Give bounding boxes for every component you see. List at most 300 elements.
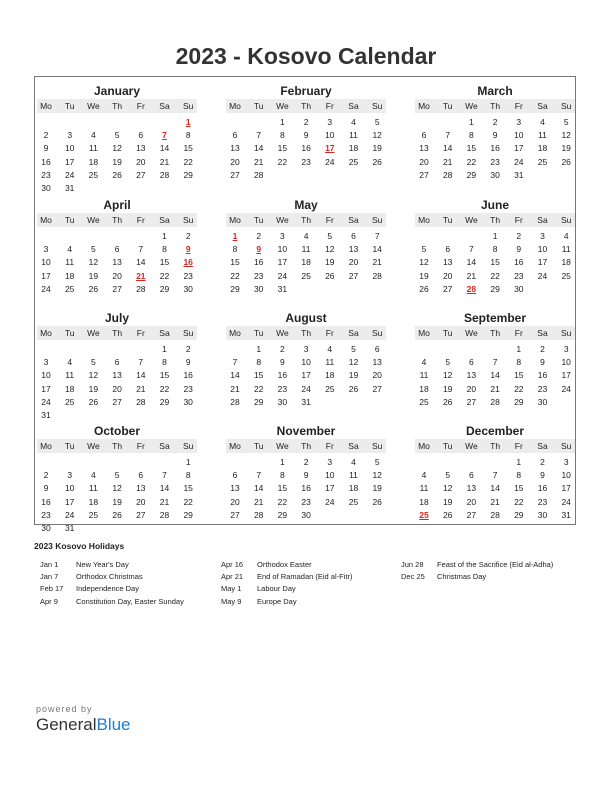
day-cell: 6 <box>374 344 380 354</box>
day-cell: 23 <box>277 383 288 394</box>
day-cell: 16 <box>41 156 51 167</box>
day-cell: 21 <box>466 270 477 281</box>
day-cell: 30 <box>301 509 311 520</box>
day-cell: 14 <box>466 257 477 268</box>
day-cell: 28 <box>136 283 146 294</box>
day-cell: 27 <box>419 169 429 180</box>
day-cell: 18 <box>301 257 311 268</box>
holiday-date: Apr 21 <box>221 572 244 582</box>
day-cell: 13 <box>348 244 359 255</box>
weekday-label: Su <box>182 328 194 338</box>
day-cell: 6 <box>421 130 427 141</box>
day-cell: 26 <box>88 396 99 407</box>
weekday-label: Sa <box>348 215 359 225</box>
weekday-label: We <box>465 441 478 451</box>
weekday-label: Th <box>301 101 312 111</box>
day-cell: 27 <box>442 283 453 294</box>
day-cell: 29 <box>490 283 500 294</box>
day-cell: 31 <box>277 283 288 294</box>
day-cell: 30 <box>514 283 524 294</box>
weekday-label: Sa <box>159 101 170 111</box>
weekday-header <box>226 326 386 340</box>
day-cell: 21 <box>159 156 170 167</box>
day-cell: 5 <box>563 117 569 127</box>
weekday-label: We <box>87 215 100 225</box>
day-cell: 3 <box>516 117 522 127</box>
day-cell: 4 <box>327 344 333 354</box>
page-title: 2023 - Kosovo Calendar <box>175 43 437 69</box>
weekday-label: Fr <box>325 215 334 225</box>
day-cell: 15 <box>253 370 264 381</box>
weekday-label: We <box>465 101 478 111</box>
holiday-day-cell: 21 <box>136 270 146 281</box>
day-cell: 23 <box>301 156 311 167</box>
weekday-header <box>37 213 197 227</box>
weekday-header <box>37 439 197 453</box>
day-cell: 7 <box>445 130 451 141</box>
day-cell: 3 <box>67 470 73 481</box>
weekday-header <box>415 326 575 340</box>
day-cell: 2 <box>540 344 545 354</box>
holiday-entry <box>40 571 184 583</box>
month-name: June <box>480 198 509 212</box>
day-cell: 20 <box>230 496 240 507</box>
day-cell: 28 <box>159 169 170 180</box>
weekday-header <box>226 99 386 113</box>
day-cell: 27 <box>112 396 122 407</box>
day-cell: 16 <box>183 370 193 381</box>
day-cell: 24 <box>561 383 571 394</box>
day-cell: 10 <box>325 470 335 481</box>
day-cell: 6 <box>232 130 238 141</box>
day-cell: 15 <box>159 257 170 268</box>
day-cell: 13 <box>419 143 429 154</box>
day-cell: 1 <box>516 344 522 354</box>
day-cell: 21 <box>159 496 170 507</box>
day-cell: 4 <box>540 117 545 127</box>
weekday-label: We <box>465 328 478 338</box>
day-cell: 12 <box>372 470 382 481</box>
day-cell: 1 <box>162 344 167 354</box>
weekday-label: Mo <box>40 101 52 111</box>
day-cell: 10 <box>64 143 75 154</box>
day-cell: 20 <box>348 257 359 268</box>
day-cell: 15 <box>183 483 193 494</box>
day-cell: 31 <box>64 183 75 193</box>
day-cell: 17 <box>561 483 571 494</box>
day-cell: 10 <box>64 483 75 494</box>
day-cell: 12 <box>442 483 453 494</box>
day-cell: 6 <box>351 231 356 241</box>
day-cell: 8 <box>162 357 167 368</box>
day-cell: 26 <box>112 169 122 180</box>
generalblue-logo <box>36 715 131 735</box>
day-cell: 24 <box>64 509 75 520</box>
day-cell: 25 <box>561 270 571 281</box>
day-cell: 28 <box>230 396 240 407</box>
day-cell: 30 <box>253 283 264 294</box>
day-cell: 29 <box>277 509 288 520</box>
day-cell: 26 <box>561 156 571 167</box>
day-cell: 27 <box>372 383 382 394</box>
day-cell: 14 <box>372 244 382 255</box>
holiday-date: Jan 1 <box>40 560 59 569</box>
weekday-label: Mo <box>229 215 241 225</box>
day-cell: 9 <box>303 470 309 481</box>
day-cell: 25 <box>419 396 429 407</box>
day-cell: 4 <box>91 470 96 481</box>
holiday-day-cell: 28 <box>466 283 477 294</box>
holidays-title: 2023 Kosovo Holidays <box>34 541 125 551</box>
day-cell: 6 <box>469 357 474 368</box>
day-cell: 24 <box>41 396 51 407</box>
day-cell: 8 <box>492 244 498 255</box>
day-cell: 8 <box>162 244 167 255</box>
day-cell: 4 <box>421 470 427 481</box>
day-cell: 4 <box>67 244 73 255</box>
day-cell: 30 <box>490 169 500 180</box>
holiday-entry <box>221 596 352 608</box>
holiday-name: Orthodox Christmas <box>76 572 143 582</box>
weekday-label: Fr <box>136 215 145 225</box>
day-cell: 29 <box>253 396 264 407</box>
month-name: February <box>280 84 332 98</box>
day-cell: 13 <box>112 257 122 268</box>
day-cell: 5 <box>114 470 120 481</box>
holiday-entry <box>221 571 352 583</box>
day-cell: 15 <box>490 257 500 268</box>
day-cell: 30 <box>537 396 548 407</box>
day-cell: 28 <box>442 169 453 180</box>
day-cell: 8 <box>469 130 474 141</box>
day-cell: 11 <box>65 370 75 381</box>
day-cell: 22 <box>159 270 170 281</box>
day-cell: 12 <box>88 370 99 381</box>
day-cell: 24 <box>41 283 51 294</box>
day-cell: 8 <box>516 470 522 481</box>
day-cell: 13 <box>466 370 477 381</box>
day-cell: 11 <box>88 483 98 494</box>
day-cell: 9 <box>43 483 49 494</box>
weekday-label: We <box>465 215 478 225</box>
holiday-column <box>401 559 553 583</box>
holiday-day-cell: 16 <box>183 257 193 268</box>
weekday-label: Th <box>490 441 501 451</box>
day-cell: 25 <box>88 169 99 180</box>
day-cell: 24 <box>561 496 571 507</box>
day-cell: 23 <box>537 383 548 394</box>
day-cell: 15 <box>514 483 524 494</box>
day-cell: 16 <box>490 143 500 154</box>
day-cell: 7 <box>492 357 498 368</box>
weekday-label: We <box>87 328 100 338</box>
holiday-date: May 9 <box>221 596 242 606</box>
day-cell: 16 <box>301 483 311 494</box>
day-cell: 17 <box>64 156 75 167</box>
day-cell: 27 <box>230 509 240 520</box>
weekday-label: Sa <box>348 328 359 338</box>
day-cell: 7 <box>138 244 144 255</box>
weekday-label: Mo <box>40 328 52 338</box>
holiday-day-cell: 9 <box>256 244 262 255</box>
weekday-label: Sa <box>537 441 548 451</box>
weekday-label: Tu <box>253 441 264 451</box>
day-cell: 25 <box>537 156 548 167</box>
day-cell: 20 <box>419 156 429 167</box>
month-name: January <box>93 84 141 98</box>
day-cell: 2 <box>492 117 498 127</box>
weekday-header <box>415 213 575 227</box>
day-cell: 22 <box>277 156 288 167</box>
day-cell: 13 <box>112 370 122 381</box>
day-cell: 23 <box>183 270 193 281</box>
day-cell: 17 <box>41 270 51 281</box>
holiday-name: Feast of the Sacrifice (Eid al-Adha) <box>437 560 554 569</box>
holiday-name: New Year's Day <box>76 560 129 569</box>
weekday-header <box>415 99 575 113</box>
day-cell: 2 <box>185 231 191 241</box>
day-cell: 15 <box>277 483 288 494</box>
weekday-label: Su <box>371 215 383 225</box>
day-cell: 14 <box>159 143 170 154</box>
month-name: May <box>294 198 318 212</box>
holiday-entry <box>40 559 184 571</box>
day-cell: 11 <box>349 130 358 141</box>
day-cell: 14 <box>159 483 170 494</box>
day-cell: 19 <box>372 483 382 494</box>
day-cell: 11 <box>561 244 571 255</box>
month-name: April <box>103 198 131 212</box>
day-cell: 19 <box>325 257 335 268</box>
day-cell: 22 <box>183 156 193 167</box>
holiday-day-cell: 9 <box>185 244 191 255</box>
weekday-header <box>226 439 386 453</box>
day-cell: 11 <box>419 370 429 381</box>
day-cell: 21 <box>372 257 382 268</box>
weekday-label: Fr <box>136 101 145 111</box>
day-cell: 22 <box>159 383 170 394</box>
day-cell: 18 <box>561 257 571 268</box>
day-cell: 6 <box>445 244 451 255</box>
day-cell: 12 <box>112 483 122 494</box>
weekday-label: Mo <box>418 101 430 111</box>
weekday-label: Sa <box>537 215 548 225</box>
day-cell: 24 <box>325 156 335 167</box>
weekday-label: Sa <box>159 215 170 225</box>
month-name: July <box>104 311 129 325</box>
day-cell: 19 <box>561 143 571 154</box>
weekday-label: Fr <box>514 441 523 451</box>
day-cell: 4 <box>67 357 73 368</box>
day-cell: 6 <box>232 470 238 481</box>
day-cell: 19 <box>112 156 122 167</box>
day-cell: 7 <box>469 244 474 255</box>
day-cell: 20 <box>372 370 382 381</box>
day-cell: 2 <box>185 344 191 354</box>
logo-blue: Blue <box>96 715 131 734</box>
day-cell: 30 <box>183 396 193 407</box>
day-cell: 7 <box>162 470 167 481</box>
day-cell: 5 <box>327 231 333 241</box>
day-cell: 2 <box>256 231 262 241</box>
day-cell: 18 <box>88 496 99 507</box>
day-cell: 10 <box>277 244 288 255</box>
weekday-label: Th <box>301 328 312 338</box>
day-cell: 14 <box>136 370 146 381</box>
weekday-label: Fr <box>514 101 523 111</box>
weekday-label: Sa <box>348 101 359 111</box>
weekday-label: We <box>276 441 289 451</box>
weekday-label: Su <box>560 101 572 111</box>
day-cell: 5 <box>445 470 451 481</box>
day-cell: 18 <box>419 383 429 394</box>
day-cell: 5 <box>374 117 380 127</box>
weekday-label: Mo <box>40 215 52 225</box>
day-cell: 15 <box>159 370 170 381</box>
day-cell: 16 <box>537 370 548 381</box>
day-cell: 16 <box>514 257 524 268</box>
holiday-date: Apr 16 <box>221 560 244 569</box>
day-cell: 9 <box>43 143 49 154</box>
weekday-label: Mo <box>418 328 430 338</box>
day-cell: 11 <box>88 143 98 154</box>
day-cell: 27 <box>466 509 477 520</box>
day-cell: 20 <box>466 383 477 394</box>
holiday-date: Apr 9 <box>40 596 58 606</box>
day-cell: 28 <box>490 396 500 407</box>
day-cell: 15 <box>466 143 477 154</box>
day-cell: 5 <box>91 244 96 255</box>
weekday-label: Su <box>371 328 383 338</box>
day-cell: 28 <box>159 509 170 520</box>
day-cell: 3 <box>280 231 285 241</box>
day-cell: 25 <box>64 283 75 294</box>
day-cell: 5 <box>445 357 451 368</box>
holiday-date: Dec 25 <box>401 572 425 582</box>
day-cell: 29 <box>159 396 170 407</box>
weekday-label: Fr <box>325 328 334 338</box>
day-cell: 29 <box>514 396 524 407</box>
weekday-label: Th <box>112 101 123 111</box>
day-cell: 15 <box>514 370 524 381</box>
weekday-label: Su <box>371 101 383 111</box>
day-cell: 2 <box>540 457 545 467</box>
day-cell: 21 <box>136 383 146 394</box>
day-cell: 4 <box>303 231 309 241</box>
day-cell: 18 <box>64 270 75 281</box>
day-cell: 7 <box>256 130 262 141</box>
day-cell: 29 <box>183 169 193 180</box>
day-cell: 3 <box>327 457 333 467</box>
day-cell: 13 <box>442 257 453 268</box>
day-cell: 9 <box>540 470 545 481</box>
day-cell: 25 <box>348 156 359 167</box>
weekday-label: Th <box>301 215 312 225</box>
weekday-label: Tu <box>64 215 75 225</box>
month-name: March <box>477 84 513 98</box>
day-cell: 1 <box>469 117 474 127</box>
day-cell: 8 <box>256 357 262 368</box>
day-cell: 5 <box>91 357 96 368</box>
brand-footer <box>36 704 131 735</box>
day-cell: 18 <box>419 496 429 507</box>
holiday-name: Constitution Day, Easter Sunday <box>76 596 184 606</box>
day-cell: 25 <box>301 270 311 281</box>
day-cell: 9 <box>540 357 545 368</box>
weekday-label: Fr <box>514 215 523 225</box>
month-name: August <box>285 311 327 325</box>
day-cell: 5 <box>351 344 356 354</box>
day-cell: 31 <box>64 523 75 533</box>
weekday-label: Sa <box>537 328 548 338</box>
day-cell: 12 <box>325 244 335 255</box>
day-cell: 29 <box>183 509 193 520</box>
day-cell: 17 <box>537 257 548 268</box>
weekday-label: Mo <box>40 441 52 451</box>
day-cell: 23 <box>41 509 51 520</box>
holiday-date: May 1 <box>221 584 242 594</box>
weekday-label: We <box>276 328 289 338</box>
day-cell: 14 <box>490 483 500 494</box>
day-cell: 3 <box>43 244 49 255</box>
holiday-entry <box>401 571 553 583</box>
day-cell: 17 <box>514 143 524 154</box>
day-cell: 10 <box>41 370 51 381</box>
day-cell: 22 <box>490 270 500 281</box>
day-cell: 24 <box>277 270 288 281</box>
day-cell: 24 <box>514 156 524 167</box>
day-cell: 6 <box>469 470 474 481</box>
day-cell: 1 <box>185 457 191 467</box>
day-cell: 13 <box>136 483 146 494</box>
powered-by-text: powered by <box>36 704 93 714</box>
day-cell: 1 <box>162 231 167 241</box>
day-cell: 23 <box>41 169 51 180</box>
day-cell: 21 <box>490 383 500 394</box>
day-cell: 8 <box>185 130 191 141</box>
day-cell: 31 <box>41 410 51 420</box>
holiday-name: Christmas Day <box>437 572 487 582</box>
holiday-day-cell: 1 <box>185 117 191 127</box>
day-cell: 21 <box>490 496 500 507</box>
day-cell: 26 <box>112 509 122 520</box>
day-cell: 2 <box>303 117 309 127</box>
day-cell: 10 <box>325 130 335 141</box>
day-cell: 20 <box>136 496 146 507</box>
day-cell: 3 <box>303 344 309 354</box>
day-cell: 11 <box>301 244 311 255</box>
day-cell: 19 <box>88 270 99 281</box>
day-cell: 28 <box>490 509 500 520</box>
day-cell: 31 <box>301 396 311 407</box>
holiday-date: Feb 17 <box>40 584 64 594</box>
weekday-label: Sa <box>159 441 170 451</box>
day-cell: 18 <box>64 383 75 394</box>
day-cell: 14 <box>230 370 240 381</box>
day-cell: 2 <box>43 470 49 481</box>
day-cell: 17 <box>301 370 311 381</box>
day-cell: 26 <box>325 270 335 281</box>
day-cell: 25 <box>64 396 75 407</box>
weekday-label: Tu <box>64 101 75 111</box>
day-cell: 2 <box>303 457 309 467</box>
day-cell: 1 <box>516 457 522 467</box>
day-cell: 24 <box>64 169 75 180</box>
day-cell: 11 <box>538 130 547 141</box>
weekday-header <box>37 326 197 340</box>
weekday-label: Th <box>490 215 501 225</box>
day-cell: 13 <box>372 357 382 368</box>
